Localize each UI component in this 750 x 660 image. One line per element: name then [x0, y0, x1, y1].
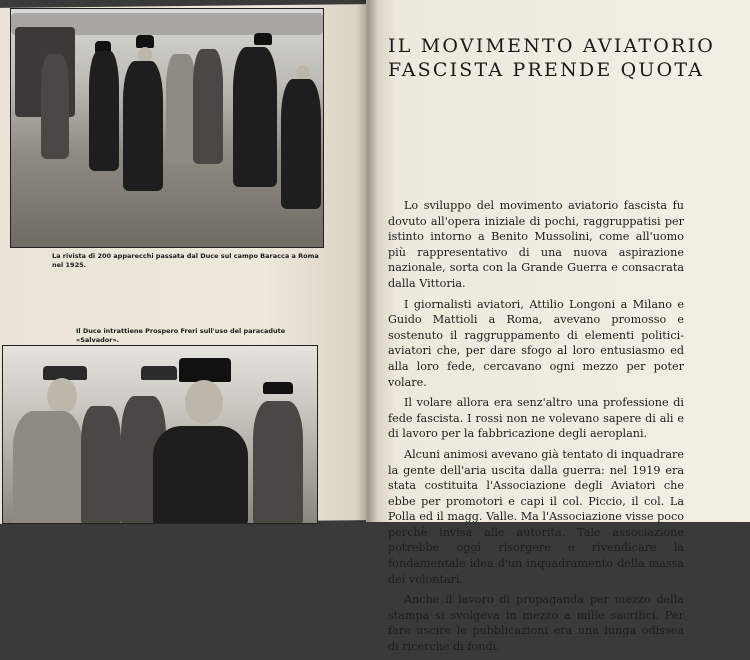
- chapter-title: [388, 34, 716, 82]
- paragraph: Il volare allora era senz'altro una professione di fede fascista. I rossi non ne volevano sapere di ali e di lavoro per la fabbricazione degli aeroplani.: [388, 396, 684, 441]
- chapter-title-line-2: FASCISTA PRENDE QUOTA: [388, 59, 705, 81]
- caption-top-photo: La rivista di 200 apparecchi passata dal Duce sul campo Baracca a Roma nel 1925.: [52, 252, 319, 269]
- chapter-title-line-1: IL MOVIMENTO AVIATORIO: [388, 35, 716, 57]
- book-spine: [356, 0, 378, 522]
- paragraph: I giornalisti aviatori, Attilio Longoni a Milano e Guido Mattioli a Roma, avevano promosso e sostenuto il raggruppamento di elementi politici-aviatori che, per dare sfogo al loro entusiasmo ed alla loro fede, cercavano ogni mezzo per poter volare.: [388, 297, 684, 389]
- paragraph: Anche il lavoro di propaganda per mezzo della stampa si svolgeva in mezzo a mille sacrifici. Per fare uscire le pubblicazioni era una lunga odissea di ricerche di fondi.: [388, 593, 684, 654]
- paragraph: Alcuni animosi avevano già tentato di inquadrare la gente dell'aria uscita dalla guerra: nel 1919 era stata costituita l'Associazione degli Aviatori che ebbe per promotori e capi il col. Piccio, il col. La Polla ed il magg. Valle. Ma l'Associazione visse poco perchè invisa alle autorità. Tale associazione potrebbe oggi risorgere e rivendicare la fondamentale idea d'un inquadramento della massa dei volontari.: [388, 447, 684, 586]
- paragraph: Lo sviluppo del movimento aviatorio fascista fu dovuto all'opera iniziale di pochi, raggruppatisi per istinto intorno a Benito Mussolini, come all'uomo più rappresentativo di una nuova aspirazione nazionale, sorta con la Grande Guerra e consacrata dalla Vittoria.: [388, 199, 684, 290]
- caption-bottom-photo: Il Duce intrattiene Prospero Freri sull'uso del paracadute «Salvador».: [76, 327, 286, 344]
- photo-parachute-discussion: [2, 345, 318, 524]
- photo-airfield-review: [10, 8, 324, 248]
- chapter-body-text: [388, 198, 684, 660]
